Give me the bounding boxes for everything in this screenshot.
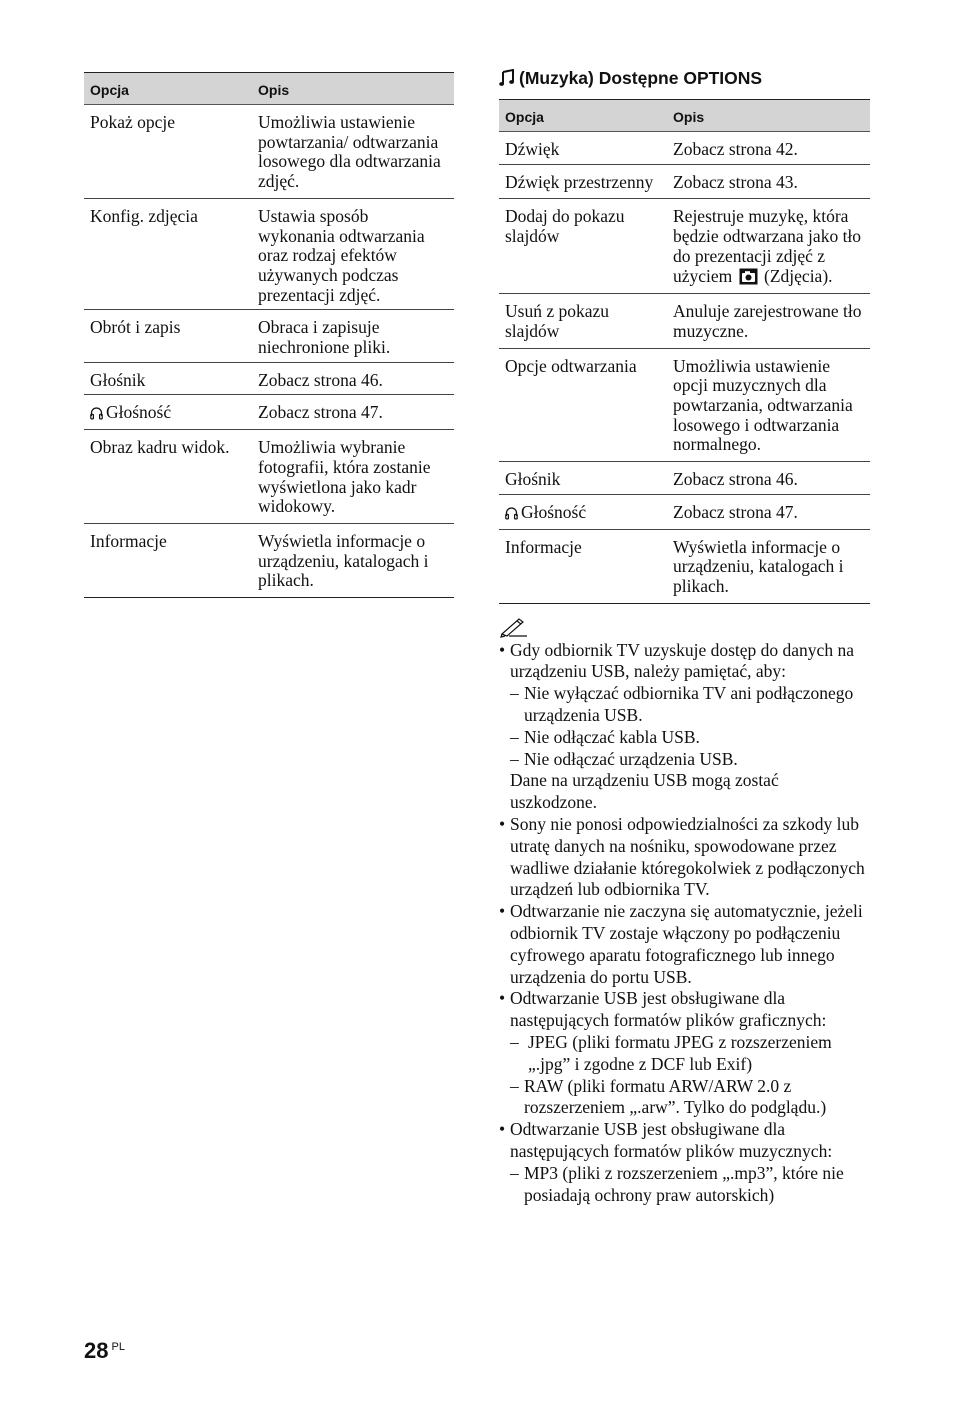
camera-icon	[739, 268, 758, 290]
note-sub-text: Nie odłączać kabla USB.	[524, 726, 700, 747]
table-header-row	[84, 73, 454, 105]
option-cell	[499, 494, 667, 529]
section-title	[499, 66, 870, 90]
page-language: PL	[111, 1341, 125, 1353]
description-cell: Umożliwia wybranie fotografii, która zostanie wyświetlona jako kadr widokowy.	[252, 430, 454, 524]
description-cell: Ustawia sposób wykonania odtwarzania oraz rodzaj efektów używanych podczas prezentacji zdjęć.	[252, 198, 454, 310]
option-cell: Konfig. zdjęcia	[84, 198, 252, 310]
description-cell	[667, 199, 870, 294]
note-sub-text: Nie wyłączać odbiornika TV ani podłączonego urządzenia USB.	[524, 683, 854, 726]
note-text: • Odtwarzanie USB jest obsługiwane dla następujących formatów plików muzycznych:	[510, 1119, 833, 1161]
note-text: • Odtwarzanie USB jest obsługiwane dla następujących formatów plików graficznych:	[510, 988, 827, 1031]
music-options-column	[499, 66, 870, 1206]
option-cell: Informacje	[499, 529, 667, 603]
section-title-text: (Muzyka) Dostępne OPTIONS	[519, 68, 763, 88]
page-number	[84, 1338, 125, 1364]
table-row	[499, 132, 870, 165]
photo-options-table	[84, 72, 454, 598]
table-row	[499, 529, 870, 603]
page-number-value: 28	[84, 1338, 109, 1363]
option-cell: Pokaż opcje	[84, 105, 252, 199]
option-cell: Obraz kadru widok.	[84, 430, 252, 524]
note-sub-item	[510, 683, 870, 727]
table-row	[499, 294, 870, 348]
table-row	[84, 362, 454, 395]
dash: –	[510, 748, 519, 769]
pencil-note-icon	[499, 616, 870, 640]
description-cell: Zobacz strona 47.	[252, 395, 454, 430]
note-sub-item	[510, 749, 870, 771]
table-row	[84, 430, 454, 524]
header-option: Opcja	[499, 100, 667, 132]
option-cell: Informacje	[84, 523, 252, 597]
option-cell: Dźwięk	[499, 132, 667, 165]
note-item	[499, 1119, 870, 1206]
note-item	[499, 901, 870, 988]
description-cell: Obraca i zapisuje niechronione pliki.	[252, 310, 454, 362]
note-sub-text: JPEG (pliki formatu JPEG z rozszerzeniem „.jpg” i zgodne z DCF lub Exif)	[528, 1032, 832, 1074]
description-cell: Zobacz strona 46.	[667, 462, 870, 495]
description-cell: Anuluje zarejestrowane tło muzyczne.	[667, 294, 870, 348]
music-note-icon	[499, 68, 519, 88]
option-cell: Dodaj do pokazu slajdów	[499, 199, 667, 294]
dash: –	[510, 1032, 519, 1052]
note-sub-text: RAW (pliki formatu ARW/ARW 2.0 z rozszerzeniem „.arw”. Tylko do podglądu.)	[524, 1075, 827, 1118]
headphones-icon	[505, 505, 518, 525]
option-label: Głośność	[106, 402, 172, 423]
option-cell: Dźwięk przestrzenny	[499, 164, 667, 199]
option-cell: Głośnik	[84, 362, 252, 395]
dash: –	[510, 683, 519, 704]
notes-list	[499, 640, 870, 1207]
note-sub-text: Nie odłączać urządzenia USB.	[524, 748, 738, 769]
table-row	[84, 310, 454, 362]
note-item	[499, 640, 870, 814]
header-description: Opis	[252, 73, 454, 105]
note-item	[499, 988, 870, 1119]
music-options-table	[499, 99, 870, 604]
table-row	[499, 462, 870, 495]
description-cell: Umożliwia ustawienie powtarzania/ odtwarzania losowego dla odtwarzania zdjęć.	[252, 105, 454, 199]
table-row	[84, 105, 454, 199]
dash: –	[510, 726, 519, 747]
table-row	[84, 523, 454, 597]
description-cell: Wyświetla informacje o urządzeniu, katalogach i plikach.	[252, 523, 454, 597]
note-text: • Sony nie ponosi odpowiedzialności za szkody lub utratę danych na nośniku, spowodowane przez wadliwe działanie któregokolwiek z podłączonych urządzeń lub odbiornika TV.	[510, 814, 865, 900]
note-sub-text: MP3 (pliki z rozszerzeniem „.mp3”, które nie posiadają ochrony praw autorskich)	[524, 1162, 844, 1205]
description-text: Rejestruje muzykę, która będzie odtwarzana jako tło do prezentacji zdjęć z użyciem	[673, 206, 862, 286]
option-cell	[84, 395, 252, 430]
note-text: • Odtwarzanie nie zaczyna się automatycznie, jeżeli odbiornik TV zostaje włączony po podłączeniu cyfrowego aparatu fotograficznego lub innego urządzenia do portu USB.	[510, 901, 863, 987]
description-cell: Wyświetla informacje o urządzeniu, katalogach i plikach.	[667, 529, 870, 603]
headphones-icon	[90, 405, 103, 425]
option-cell: Usuń z pokazu slajdów	[499, 294, 667, 348]
note-sub-item	[510, 727, 870, 749]
table-row	[499, 494, 870, 529]
note-sub-item	[510, 1163, 870, 1207]
option-label: Głośność	[521, 501, 587, 522]
description-cell: Zobacz strona 47.	[667, 494, 870, 529]
description-cell: Zobacz strona 46.	[252, 362, 454, 395]
note-text: • Gdy odbiornik TV uzyskuje dostęp do danych na urządzeniu USB, należy pamiętać, aby:	[510, 639, 854, 682]
photo-options-column	[84, 72, 454, 598]
dash: –	[510, 1162, 519, 1183]
table-row	[84, 395, 454, 430]
description-cell: Zobacz strona 42.	[667, 132, 870, 165]
description-cell: Zobacz strona 43.	[667, 164, 870, 199]
note-sub-item	[510, 1076, 870, 1120]
note-tail-text: Dane na urządzeniu USB mogą zostać uszkodzone.	[510, 770, 779, 813]
table-row	[84, 198, 454, 310]
description-text-suffix: (Zdjęcia).	[764, 265, 833, 286]
header-option: Opcja	[84, 73, 252, 105]
note-sub-item	[510, 1032, 870, 1076]
table-row	[499, 199, 870, 294]
option-cell: Opcje odtwarzania	[499, 348, 667, 462]
description-cell: Umożliwia ustawienie opcji muzycznych dla powtarzania, odtwarzania losowego i odtwarzania normalnego.	[667, 348, 870, 462]
option-cell: Obrót i zapis	[84, 310, 252, 362]
note-item	[499, 814, 870, 901]
table-header-row	[499, 100, 870, 132]
table-row	[499, 164, 870, 199]
table-row	[499, 348, 870, 462]
dash: –	[510, 1075, 519, 1096]
option-cell: Głośnik	[499, 462, 667, 495]
header-description: Opis	[667, 100, 870, 132]
